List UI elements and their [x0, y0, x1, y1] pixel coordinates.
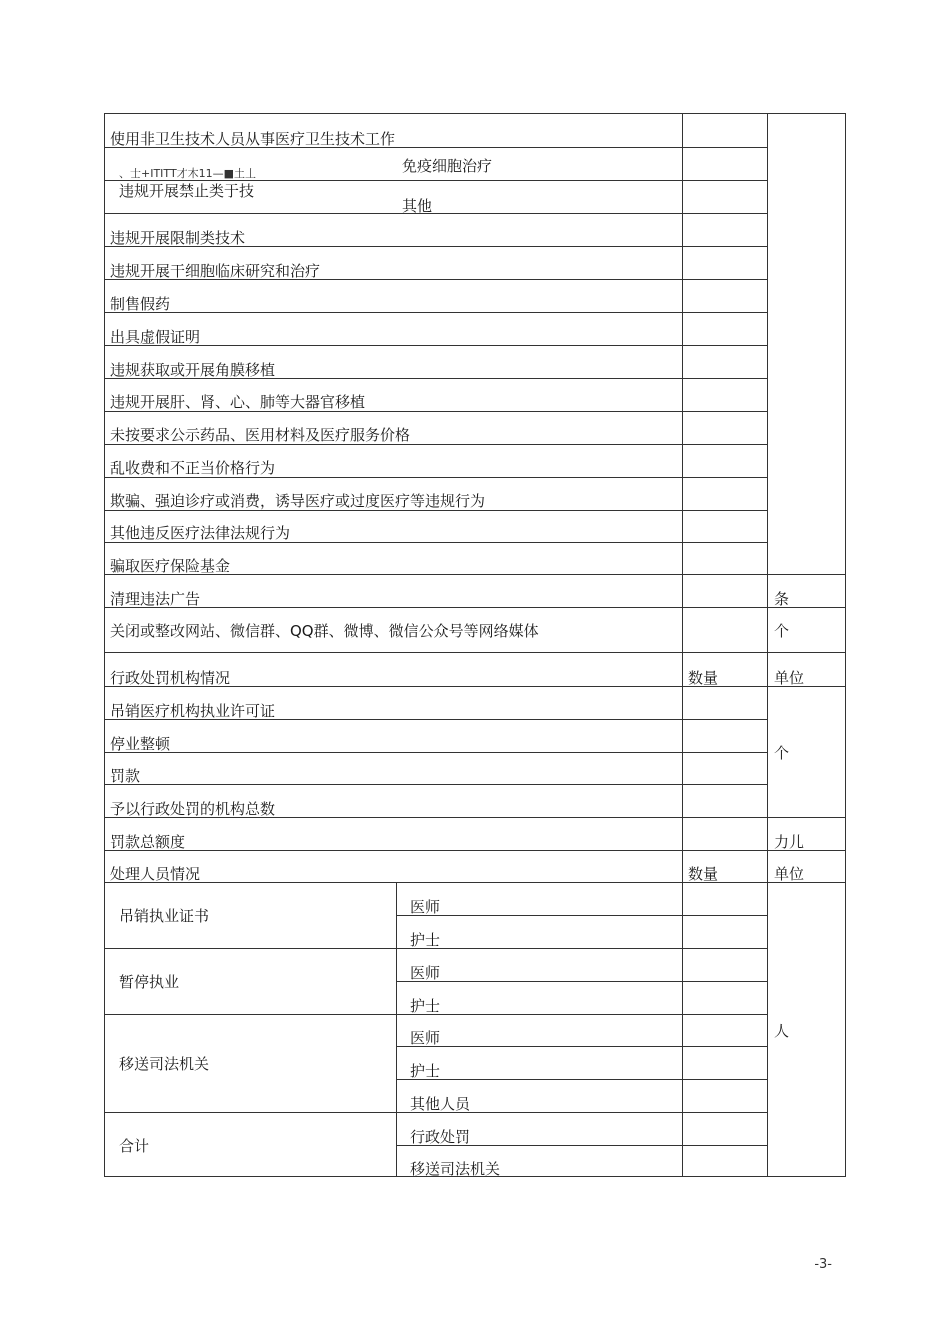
row-label: 制售假药 [110, 295, 171, 313]
row-label: 关闭或整改网站、微信群、QQ群、微博、微信公众号等网络媒体 [110, 622, 539, 640]
row-line [104, 180, 768, 181]
row-line [396, 915, 768, 916]
unit-cell: 人 [774, 1022, 790, 1040]
group-label: 吊销执业证书 [119, 907, 210, 925]
row-label: 使用非卫生技术人员从事医疗卫生技术工作 [110, 130, 396, 148]
row-line [396, 981, 768, 982]
sub-row-label: 护士 [410, 997, 441, 1015]
row-label: 违规开展干细胞临床研究和治疗 [110, 262, 321, 280]
row-line [104, 411, 768, 412]
row-line [104, 213, 768, 214]
row-line [104, 850, 846, 851]
unit-cell: 力儿 [774, 833, 805, 851]
sub-row-label: 医师 [410, 964, 441, 982]
row-sublabel: 免疫细胞治疗 [402, 157, 493, 175]
section-header: 行政处罚机构情况 [110, 669, 231, 687]
row-label: 乱收费和不正当价格行为 [110, 459, 276, 477]
row-label: 停业整顿 [110, 735, 171, 753]
group-label: 暂停执业 [119, 973, 180, 991]
row-label: 骗取医疗保险基金 [110, 557, 231, 575]
section-header: 处理人员情况 [110, 865, 201, 883]
page-number: -3- [814, 1257, 832, 1272]
row-label: 罚款 [110, 767, 141, 785]
row-line [104, 607, 846, 608]
unit-column-line [767, 113, 768, 1177]
table-border-left [104, 113, 105, 1177]
qty-column-line [682, 113, 683, 1177]
row-label: 未按要求公示药品、医用材料及医疗服务价格 [110, 426, 411, 444]
row-line [104, 510, 768, 511]
row-label: 清理违法广告 [110, 590, 201, 608]
qty-header: 数量 [688, 865, 719, 883]
row-line [104, 882, 846, 883]
sub-row-label: 行政处罚 [410, 1128, 471, 1146]
row-label: 出具虚假证明 [110, 328, 201, 346]
row-label: 欺骗、强迫诊疗或消费，诱导医疗或过度医疗等违规行为 [110, 492, 486, 510]
sub-row-label: 医师 [410, 1029, 441, 1047]
sub-row-label: 护士 [410, 1062, 441, 1080]
row-line [396, 1079, 768, 1080]
row-sublabel: 其他 [402, 197, 433, 215]
row-label: 违规获取或开展角膜移植 [110, 361, 276, 379]
qty-header: 数量 [688, 669, 719, 687]
row-line [104, 542, 768, 543]
row-label: 予以行政处罚的机构总数 [110, 800, 276, 818]
group-label: 合计 [119, 1137, 150, 1155]
unit-cell: 条 [774, 590, 790, 608]
sub-column-line [396, 882, 397, 1177]
row-line [104, 652, 846, 653]
row-line [104, 444, 768, 445]
sub-row-label: 护士 [410, 931, 441, 949]
row-label: 其他违反医疗法律法规行为 [110, 524, 291, 542]
row-line [104, 784, 768, 785]
group-label: 移送司法机关 [119, 1055, 210, 1073]
row-label: 违规开展禁止类于技 [119, 182, 255, 200]
row-label: 吊销医疗机构执业许可证 [110, 702, 276, 720]
row-line [104, 752, 768, 753]
row-label-garbled: 、士+ITITT才木11—■土丄 [119, 167, 257, 180]
unit-cell: 个 [774, 744, 790, 762]
row-line [104, 477, 768, 478]
sub-row-label: 医师 [410, 898, 441, 916]
row-line [104, 345, 768, 346]
row-label: 违规开展限制类技术 [110, 229, 246, 247]
row-label: 罚款总额度 [110, 833, 186, 851]
unit-cell: 个 [774, 622, 790, 640]
row-line [104, 312, 768, 313]
row-line [396, 1046, 768, 1047]
sub-row-label: 其他人员 [410, 1095, 471, 1113]
row-label: 违规开展肝、肾、心、肺等大器官移植 [110, 393, 366, 411]
table-border-right [845, 113, 846, 1177]
unit-header: 单位 [774, 669, 805, 687]
table-border-top [104, 113, 846, 114]
sub-row-label: 移送司法机关 [410, 1160, 501, 1178]
unit-header: 单位 [774, 865, 805, 883]
